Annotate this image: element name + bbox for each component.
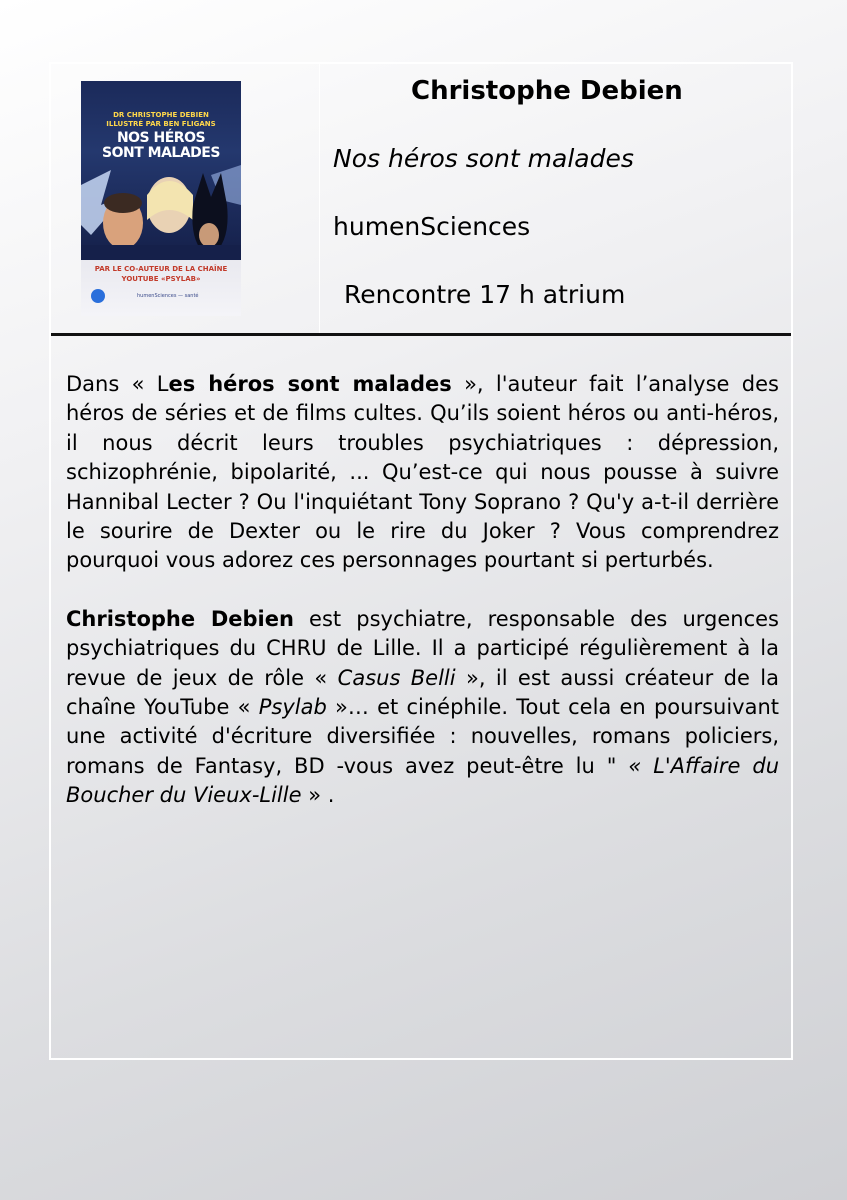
cover-author: [87, 111, 235, 129]
cover-illustrator-line: ILLUSTRÉ PAR BEN FLIGANS: [106, 120, 216, 128]
book-title-bold: es héros sont malades: [168, 372, 452, 396]
novel-title: " « L'Affaire du Boucher du Vieux-Lille: [66, 753, 779, 808]
cover-title-line: NOS HÉROS: [116, 130, 206, 146]
book-summary-paragraph: Dans « Les héros sont malades », l'auteur fait l’analyse des héros de séries et de films cultes. Qu’ils soient héros ou anti-héros, il nous décrit leurs troubles psychiatriques : dépression, schizophrénie, bipolarité, ... Qu’est-ce qui nous pousse à suivre Hannibal Lecter ? Ou l'inquiétant Tony Soprano ? Qu'y a-t-il derrière le sourire de Dexter ou le rire du Joker ? Vous comprendrez pourquoi vous adorez ces personnages pourtant si perturbés.: [66, 372, 779, 573]
cover-footer-line: YOUTUBE «PSYLAB»: [121, 275, 201, 283]
cover-title: [87, 131, 235, 161]
cover-title-line: SONT MALADES: [102, 145, 220, 161]
author-name-bold: Christophe Debien: [66, 606, 294, 631]
book-cover-image: [81, 81, 241, 316]
author-name: Christophe Debien: [411, 76, 683, 106]
event-card: [49, 62, 793, 1060]
cover-footer-line: PAR LE CO-AUTEUR DE LA CHAÎNE: [94, 265, 228, 273]
cover-illustration: [81, 165, 241, 260]
channel-name: Psylab: [258, 695, 327, 720]
meeting-info: Rencontre 17 h atrium: [344, 280, 626, 309]
author-bio-paragraph: Christophe Debien est psychiatre, responsable des urgences psychiatriques du CHRU de Lille. Il a participé régulièrement à la revue de jeux de rôle « Casus Belli », il est aussi créateur de la chaîne YouTube « Psylab »… et cinéphile. Tout cela en poursuivant une activité d'écriture diversifiée : nouvelles, romans policiers, romans de Fantasy, BD -vous avez peut-être lu " « L'Affaire du Boucher du Vieux-Lille » .: [66, 606, 779, 808]
description-text: [66, 370, 779, 811]
header-divider: [51, 333, 791, 336]
cover-publisher: humenSciences — santé: [137, 293, 199, 299]
book-title: Nos héros sont malades: [333, 144, 634, 173]
psylab-logo-icon: [91, 289, 105, 303]
cover-author-line: DR CHRISTOPHE DEBIEN: [113, 111, 209, 119]
publisher-name: humenSciences: [333, 212, 531, 241]
magazine-title: Casus Belli: [337, 665, 456, 690]
header-column-divider: [319, 64, 320, 333]
card-header: [51, 64, 791, 334]
